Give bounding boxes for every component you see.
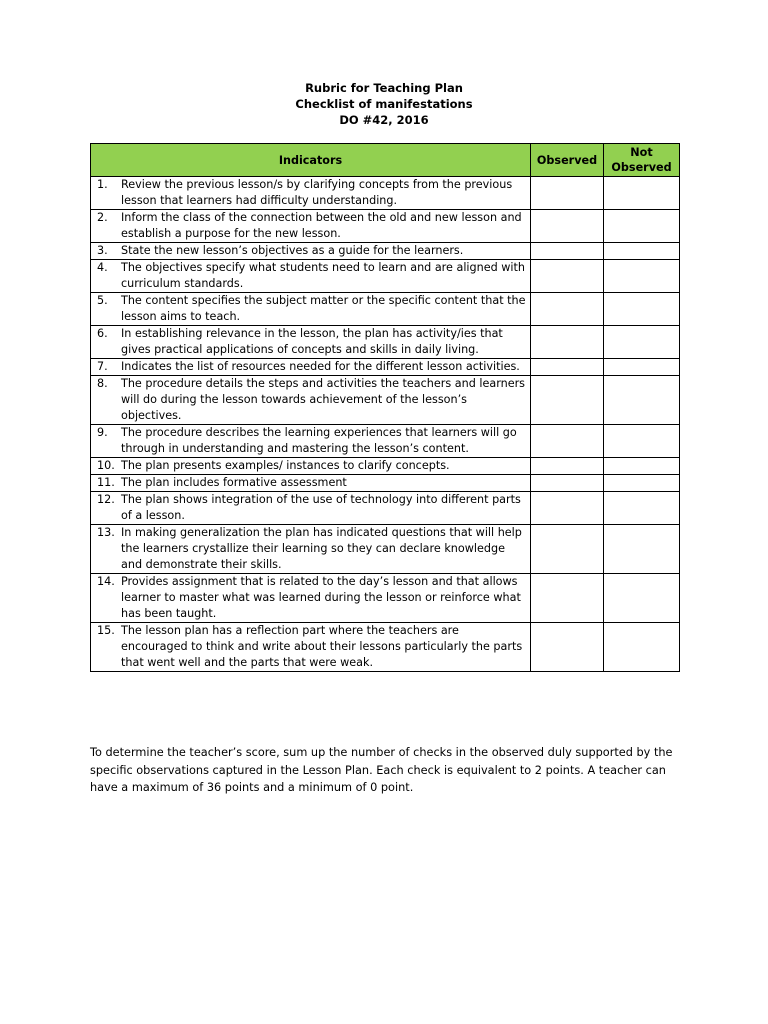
indicator-cell bbox=[91, 243, 531, 260]
indicator-cell bbox=[91, 177, 531, 210]
indicator-cell bbox=[91, 492, 531, 525]
table-row bbox=[91, 177, 680, 210]
indicator-text: The plan presents examples/ instances to clarify concepts. bbox=[121, 459, 450, 472]
indicator-text: In making generalization the plan has indicated questions that will help the learners crystallize their learning so they can declare knowledge and demonstrate their skills. bbox=[121, 526, 522, 571]
indicator-number: 4. bbox=[97, 261, 108, 274]
table-row bbox=[91, 210, 680, 243]
observed-checkbox-cell[interactable] bbox=[531, 525, 604, 574]
title-line: Rubric for Teaching Plan bbox=[305, 81, 463, 95]
not-observed-checkbox-cell[interactable] bbox=[604, 359, 680, 376]
indicator-text: Indicates the list of resources needed for the different lesson activities. bbox=[121, 360, 520, 373]
table-row bbox=[91, 574, 680, 623]
indicator-item bbox=[91, 475, 530, 491]
indicator-number: 7. bbox=[97, 360, 108, 373]
indicator-text: The procedure describes the learning experiences that learners will go through in understanding and mastering the lesson’s content. bbox=[121, 426, 517, 455]
indicator-text: The objectives specify what students need to learn and are aligned with curriculum standards. bbox=[121, 261, 526, 290]
indicator-number: 8. bbox=[97, 377, 108, 390]
indicator-number: 13. bbox=[97, 526, 115, 539]
table-row bbox=[91, 376, 680, 425]
indicator-text: The content specifies the subject matter or the specific content that the lesson aims to teach. bbox=[121, 294, 526, 323]
table-row bbox=[91, 243, 680, 260]
order-number-line: DO #42, 2016 bbox=[339, 113, 429, 127]
not-observed-checkbox-cell[interactable] bbox=[604, 177, 680, 210]
observed-checkbox-cell[interactable] bbox=[531, 210, 604, 243]
indicator-number: 11. bbox=[97, 476, 115, 489]
indicator-number: 9. bbox=[97, 426, 108, 439]
indicator-text: Provides assignment that is related to the day’s lesson and that allows learner to master what was learned during the lesson or reinforce what has been taught. bbox=[121, 575, 521, 620]
indicator-cell bbox=[91, 458, 531, 475]
observed-checkbox-cell[interactable] bbox=[531, 177, 604, 210]
indicator-number: 5. bbox=[97, 294, 108, 307]
indicator-text: The lesson plan has a reflection part where the teachers are encouraged to think and write about their lessons particularly the parts that went well and the parts that were weak. bbox=[121, 624, 523, 669]
indicator-text: The plan shows integration of the use of technology into different parts of a lesson. bbox=[121, 493, 521, 522]
indicator-cell bbox=[91, 425, 531, 458]
table-header-row bbox=[91, 144, 680, 177]
indicator-number: 6. bbox=[97, 327, 108, 340]
indicator-item bbox=[91, 574, 530, 622]
indicator-cell bbox=[91, 574, 531, 623]
indicator-item bbox=[91, 458, 530, 474]
observed-checkbox-cell[interactable] bbox=[531, 623, 604, 672]
not-observed-checkbox-cell[interactable] bbox=[604, 376, 680, 425]
indicator-cell bbox=[91, 210, 531, 243]
not-observed-checkbox-cell[interactable] bbox=[604, 425, 680, 458]
indicator-text: State the new lesson’s objectives as a guide for the learners. bbox=[121, 244, 464, 257]
not-observed-checkbox-cell[interactable] bbox=[604, 525, 680, 574]
scoring-note: To determine the teacher’s score, sum up the number of checks in the observed duly supported by the specific observations captured in the Lesson Plan. Each check is equivalent to 2 points. A teacher can have a maximum of 36 points and a minimum of 0 point. bbox=[90, 746, 673, 794]
indicator-text: Inform the class of the connection between the old and new lesson and establish a purpose for the new lesson. bbox=[121, 211, 522, 240]
not-observed-checkbox-cell[interactable] bbox=[604, 326, 680, 359]
indicator-text: In establishing relevance in the lesson, the plan has activity/ies that gives practical applications of concepts and skills in daily living. bbox=[121, 327, 503, 356]
indicator-number: 12. bbox=[97, 493, 115, 506]
observed-checkbox-cell[interactable] bbox=[531, 359, 604, 376]
not-observed-checkbox-cell[interactable] bbox=[604, 293, 680, 326]
observed-checkbox-cell[interactable] bbox=[531, 425, 604, 458]
indicator-cell bbox=[91, 525, 531, 574]
observed-checkbox-cell[interactable] bbox=[531, 243, 604, 260]
not-observed-checkbox-cell[interactable] bbox=[604, 475, 680, 492]
observed-checkbox-cell[interactable] bbox=[531, 260, 604, 293]
indicator-item bbox=[91, 326, 530, 358]
indicator-number: 1. bbox=[97, 178, 108, 191]
indicator-text: The procedure details the steps and activities the teachers and learners will do during the lesson towards achievement of the lesson’s objectives. bbox=[121, 377, 526, 422]
observed-checkbox-cell[interactable] bbox=[531, 475, 604, 492]
observed-checkbox-cell[interactable] bbox=[531, 574, 604, 623]
not-observed-checkbox-cell[interactable] bbox=[604, 210, 680, 243]
table-row bbox=[91, 260, 680, 293]
indicator-text: The plan includes formative assessment bbox=[121, 476, 347, 489]
not-observed-checkbox-cell[interactable] bbox=[604, 260, 680, 293]
subtitle-line: Checklist of manifestations bbox=[295, 97, 473, 111]
rubric-table bbox=[90, 143, 680, 672]
indicator-item bbox=[91, 376, 530, 424]
not-observed-checkbox-cell[interactable] bbox=[604, 574, 680, 623]
not-observed-checkbox-cell[interactable] bbox=[604, 243, 680, 260]
indicators-header: Indicators bbox=[91, 144, 531, 177]
table-row bbox=[91, 475, 680, 492]
not-observed-checkbox-cell[interactable] bbox=[604, 458, 680, 475]
not-observed-header: Not Observed bbox=[604, 144, 680, 177]
indicator-cell bbox=[91, 475, 531, 492]
indicator-item bbox=[91, 260, 530, 292]
indicator-item bbox=[91, 525, 530, 573]
document-title bbox=[0, 80, 768, 128]
indicator-cell bbox=[91, 623, 531, 672]
observed-checkbox-cell[interactable] bbox=[531, 326, 604, 359]
observed-checkbox-cell[interactable] bbox=[531, 492, 604, 525]
indicator-item bbox=[91, 359, 530, 375]
table-row bbox=[91, 293, 680, 326]
indicator-item bbox=[91, 293, 530, 325]
table-row bbox=[91, 425, 680, 458]
indicator-number: 15. bbox=[97, 624, 115, 637]
observed-checkbox-cell[interactable] bbox=[531, 376, 604, 425]
indicator-cell bbox=[91, 260, 531, 293]
indicator-cell bbox=[91, 293, 531, 326]
not-observed-checkbox-cell[interactable] bbox=[604, 623, 680, 672]
indicator-text: Review the previous lesson/s by clarifying concepts from the previous lesson that learners had difficulty understanding. bbox=[121, 178, 513, 207]
not-observed-checkbox-cell[interactable] bbox=[604, 492, 680, 525]
indicator-cell bbox=[91, 359, 531, 376]
indicator-item bbox=[91, 210, 530, 242]
indicator-item bbox=[91, 243, 530, 259]
table-row bbox=[91, 458, 680, 475]
observed-checkbox-cell[interactable] bbox=[531, 458, 604, 475]
indicator-item bbox=[91, 623, 530, 671]
observed-checkbox-cell[interactable] bbox=[531, 293, 604, 326]
table-row bbox=[91, 326, 680, 359]
table-row bbox=[91, 525, 680, 574]
table-row bbox=[91, 492, 680, 525]
indicator-cell bbox=[91, 376, 531, 425]
indicator-number: 14. bbox=[97, 575, 115, 588]
indicator-cell bbox=[91, 326, 531, 359]
table-row bbox=[91, 359, 680, 376]
indicator-number: 3. bbox=[97, 244, 108, 257]
indicator-number: 2. bbox=[97, 211, 108, 224]
indicator-item bbox=[91, 177, 530, 209]
table-row bbox=[91, 623, 680, 672]
indicator-number: 10. bbox=[97, 459, 115, 472]
indicator-item bbox=[91, 425, 530, 457]
observed-header: Observed bbox=[531, 144, 604, 177]
indicator-item bbox=[91, 492, 530, 524]
